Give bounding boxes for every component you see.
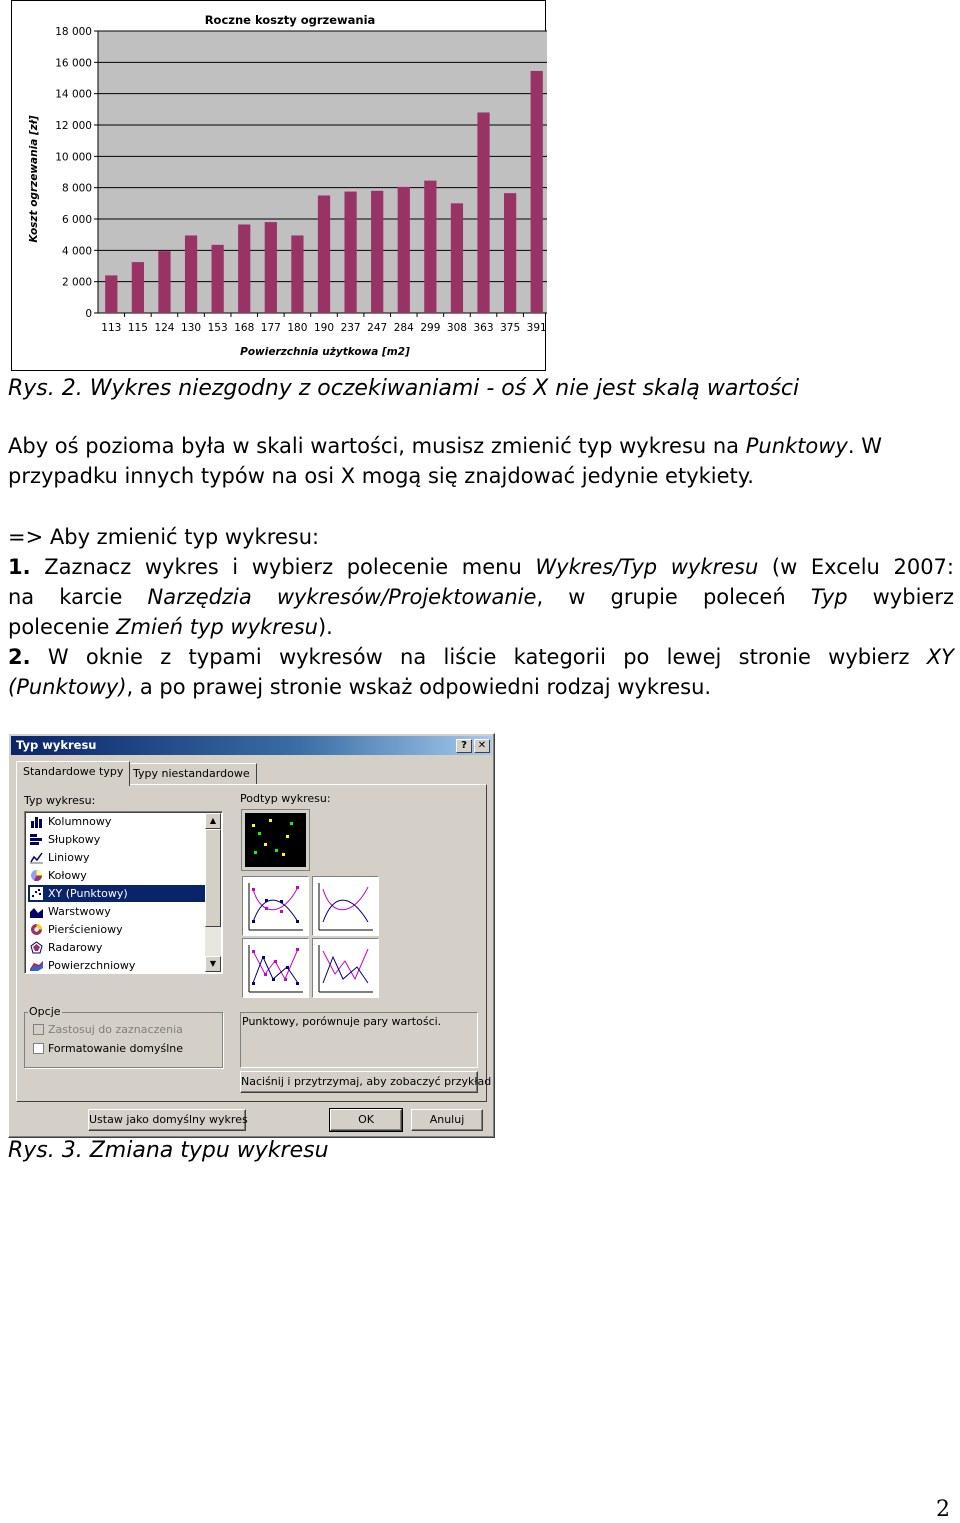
y-tick-label: 8 000 — [61, 182, 92, 195]
step-1-line-1 — [8, 552, 954, 582]
x-tick-label: 284 — [393, 322, 414, 334]
bar — [504, 193, 516, 313]
bar — [105, 275, 117, 313]
text: (w Excelu 2007: — [758, 555, 954, 579]
bar — [212, 245, 224, 313]
x-tick-label: 168 — [234, 322, 255, 334]
y-tick-label: 4 000 — [61, 245, 92, 258]
bar — [291, 235, 303, 313]
instructions-intro: => Aby zmienić typ wykresu: — [8, 525, 320, 549]
options-group-label: Opcje — [29, 1005, 61, 1018]
x-tick-label: 391 — [526, 322, 547, 334]
straight-lines-markers-icon — [243, 939, 308, 997]
chart-type-name: (Punktowy) — [8, 675, 127, 699]
tab-standard-types[interactable]: Standardowe typy — [16, 761, 130, 786]
description-box — [240, 1012, 478, 1068]
instructions — [8, 522, 954, 702]
bar — [451, 203, 463, 313]
dialog-title: Typ wykresu — [16, 738, 97, 752]
ribbon-path: Narzędzia wykresów/Projektowanie — [147, 585, 537, 609]
paragraph-intro-line-2: przypadku innych typów na osi X mogą się znajdować jedynie etykiety. — [8, 464, 754, 488]
list-item-label: Warstwowy — [48, 905, 111, 918]
scroll-thumb[interactable] — [205, 829, 221, 927]
step-number: 1. — [8, 555, 31, 579]
command-name: Zmień typ wykresu — [116, 615, 318, 639]
straight-lines-icon — [313, 939, 378, 997]
x-tick-label: 113 — [101, 322, 122, 334]
preview-sample-button[interactable]: Naciśnij i przytrzymaj, aby zobaczyć przykład — [240, 1071, 478, 1093]
chart-type-dialog — [8, 733, 495, 1138]
list-item-label: Powierzchniowy — [48, 959, 136, 972]
group-name: Typ — [810, 585, 848, 609]
list-item-label: Słupkowy — [48, 833, 101, 846]
list-item-area[interactable] — [28, 903, 206, 920]
list-item-xy-scatter[interactable] — [28, 885, 206, 902]
help-button[interactable]: ? — [456, 739, 472, 753]
text: Aby oś pozioma była w skali wartości, musisz zmienić typ wykresu na — [8, 434, 746, 458]
options-group — [24, 1012, 223, 1068]
paragraph-intro-line-1 — [8, 431, 954, 461]
x-tick-label: 177 — [260, 322, 281, 334]
chart-figure — [11, 0, 546, 371]
chart-title: Roczne koszty ogrzewania — [204, 13, 376, 27]
x-tick-label: 363 — [473, 322, 494, 334]
doughnut-chart-icon — [30, 923, 43, 936]
figure-3-caption: Rys. 3. Zmiana typu wykresu — [8, 1138, 329, 1163]
list-item-pie[interactable] — [28, 867, 206, 884]
paragraph-intro — [8, 431, 954, 491]
x-tick-label: 180 — [287, 322, 308, 334]
close-button[interactable]: ✕ — [474, 739, 490, 753]
step-1-line-3 — [8, 612, 954, 642]
chart-type-list-label: Typ wykresu: — [24, 794, 96, 807]
figure-2-caption: Rys. 2. Wykres niezgodny z oczekiwaniami - oś X nie jest skalą wartości — [8, 376, 800, 401]
y-tick-label: 0 — [85, 308, 92, 320]
y-axis-title: Koszt ogrzewania [zł] — [28, 115, 40, 243]
subtype-scatter-markers[interactable] — [242, 810, 309, 870]
x-tick-label: 247 — [367, 322, 388, 334]
bar — [531, 71, 543, 313]
list-item-column[interactable] — [28, 813, 206, 830]
text: , w grupie poleceń — [536, 585, 811, 609]
y-tick-label: 6 000 — [61, 214, 92, 226]
list-item-label: Radarowy — [48, 941, 103, 954]
pie-chart-icon — [30, 869, 43, 882]
bar — [371, 191, 383, 313]
x-tick-label: 308 — [446, 322, 467, 334]
x-tick-label: 130 — [181, 322, 202, 334]
cancel-button[interactable]: Anuluj — [411, 1109, 483, 1131]
list-scrollbar[interactable] — [205, 813, 221, 972]
default-formatting-label: Formatowanie domyślne — [48, 1042, 183, 1055]
text: . W — [847, 434, 882, 458]
ok-button[interactable]: OK — [330, 1109, 402, 1131]
bar — [477, 112, 489, 313]
list-item-doughnut[interactable] — [28, 921, 206, 938]
set-default-chart-button[interactable]: Ustaw jako domyślny wykres — [88, 1109, 246, 1131]
column-chart-icon — [30, 815, 43, 828]
step-2-line-2 — [8, 672, 954, 702]
scatter-chart-icon — [30, 887, 43, 900]
text: W oknie z typami wykresów na liście kategorii po lewej stronie wybierz — [30, 645, 927, 669]
bar-chart-icon — [30, 833, 43, 846]
x-tick-label: 124 — [154, 322, 175, 334]
bar — [185, 235, 197, 313]
menu-path: Wykres/Typ wykresu — [535, 555, 759, 579]
step-2-line-1 — [8, 642, 954, 672]
list-item-label: Kolumnowy — [48, 815, 112, 828]
subtype-smoothed-markers[interactable] — [242, 876, 309, 936]
x-tick-label: 237 — [340, 322, 361, 334]
bar — [398, 187, 410, 313]
bar — [265, 222, 277, 313]
text: ). — [317, 615, 333, 639]
x-tick-label: 190 — [313, 322, 335, 334]
list-item-label: XY (Punktowy) — [48, 887, 128, 900]
step-1-line-2 — [8, 582, 954, 612]
bar — [318, 196, 330, 314]
text: polecenie — [8, 615, 117, 639]
subtype-straight-markers[interactable] — [242, 938, 309, 998]
bar — [424, 181, 436, 313]
x-axis-title: Powierzchnia użytkowa [m2] — [240, 346, 410, 358]
subtype-smoothed-lines[interactable] — [312, 876, 379, 936]
line-chart-icon — [30, 851, 43, 864]
bar — [238, 224, 250, 313]
y-tick-label: 14 000 — [55, 88, 92, 101]
bar — [158, 251, 170, 313]
smoothed-lines-markers-icon — [243, 877, 308, 935]
subtype-straight-lines[interactable] — [312, 938, 379, 998]
emphasis-punktowy: Punktowy — [745, 434, 848, 458]
subtype-label: Podtyp wykresu: — [240, 792, 331, 805]
list-item-surface[interactable] — [28, 957, 206, 974]
x-tick-label: 299 — [420, 322, 441, 334]
default-formatting-checkbox[interactable] — [33, 1043, 44, 1054]
x-tick-label: 115 — [127, 322, 148, 334]
list-item-line[interactable] — [28, 849, 206, 866]
bar — [132, 262, 144, 313]
x-tick-label: 375 — [500, 322, 521, 334]
chart-type-list[interactable] — [24, 811, 223, 974]
scatter-markers-icon — [245, 813, 304, 865]
list-item-label: Pierścieniowy — [48, 923, 123, 936]
smoothed-lines-icon — [313, 877, 378, 935]
text: , a po prawej stronie wskaż odpowiedni rodzaj wykresu. — [126, 675, 712, 699]
bar-chart — [12, 1, 547, 372]
y-tick-label: 18 000 — [55, 26, 92, 38]
list-item-label: Liniowy — [48, 851, 90, 864]
text: wybierz — [847, 585, 954, 609]
surface-chart-icon — [30, 959, 43, 972]
dialog-title-bar[interactable] — [11, 736, 492, 755]
text: na karcie — [8, 585, 148, 609]
x-tick-label: 153 — [207, 322, 228, 334]
y-tick-label: 10 000 — [55, 151, 92, 164]
y-tick-label: 16 000 — [55, 57, 92, 70]
text: Zaznacz wykres i wybierz polecenie menu — [30, 555, 536, 579]
list-item-bar[interactable] — [28, 831, 206, 848]
chart-description: Punktowy, porównuje pary wartości. — [242, 1015, 442, 1028]
area-chart-icon — [30, 905, 43, 918]
tab-custom-types[interactable]: Typy niestandardowe — [126, 763, 257, 785]
list-item-label: Kołowy — [48, 869, 87, 882]
bar — [344, 192, 356, 313]
y-tick-label: 2 000 — [61, 276, 92, 289]
apply-to-selection-label: Zastosuj do zaznaczenia — [48, 1023, 183, 1036]
y-tick-label: 12 000 — [55, 120, 92, 132]
list-item-radar[interactable] — [28, 939, 206, 956]
chart-type-name: XY — [926, 645, 954, 669]
apply-to-selection-checkbox[interactable] — [33, 1024, 44, 1035]
radar-chart-icon — [30, 941, 43, 954]
scroll-down-icon[interactable]: ▼ — [205, 956, 221, 972]
scroll-up-icon[interactable]: ▲ — [205, 813, 221, 829]
step-number: 2. — [8, 645, 31, 669]
page-number: 2 — [936, 1497, 950, 1522]
